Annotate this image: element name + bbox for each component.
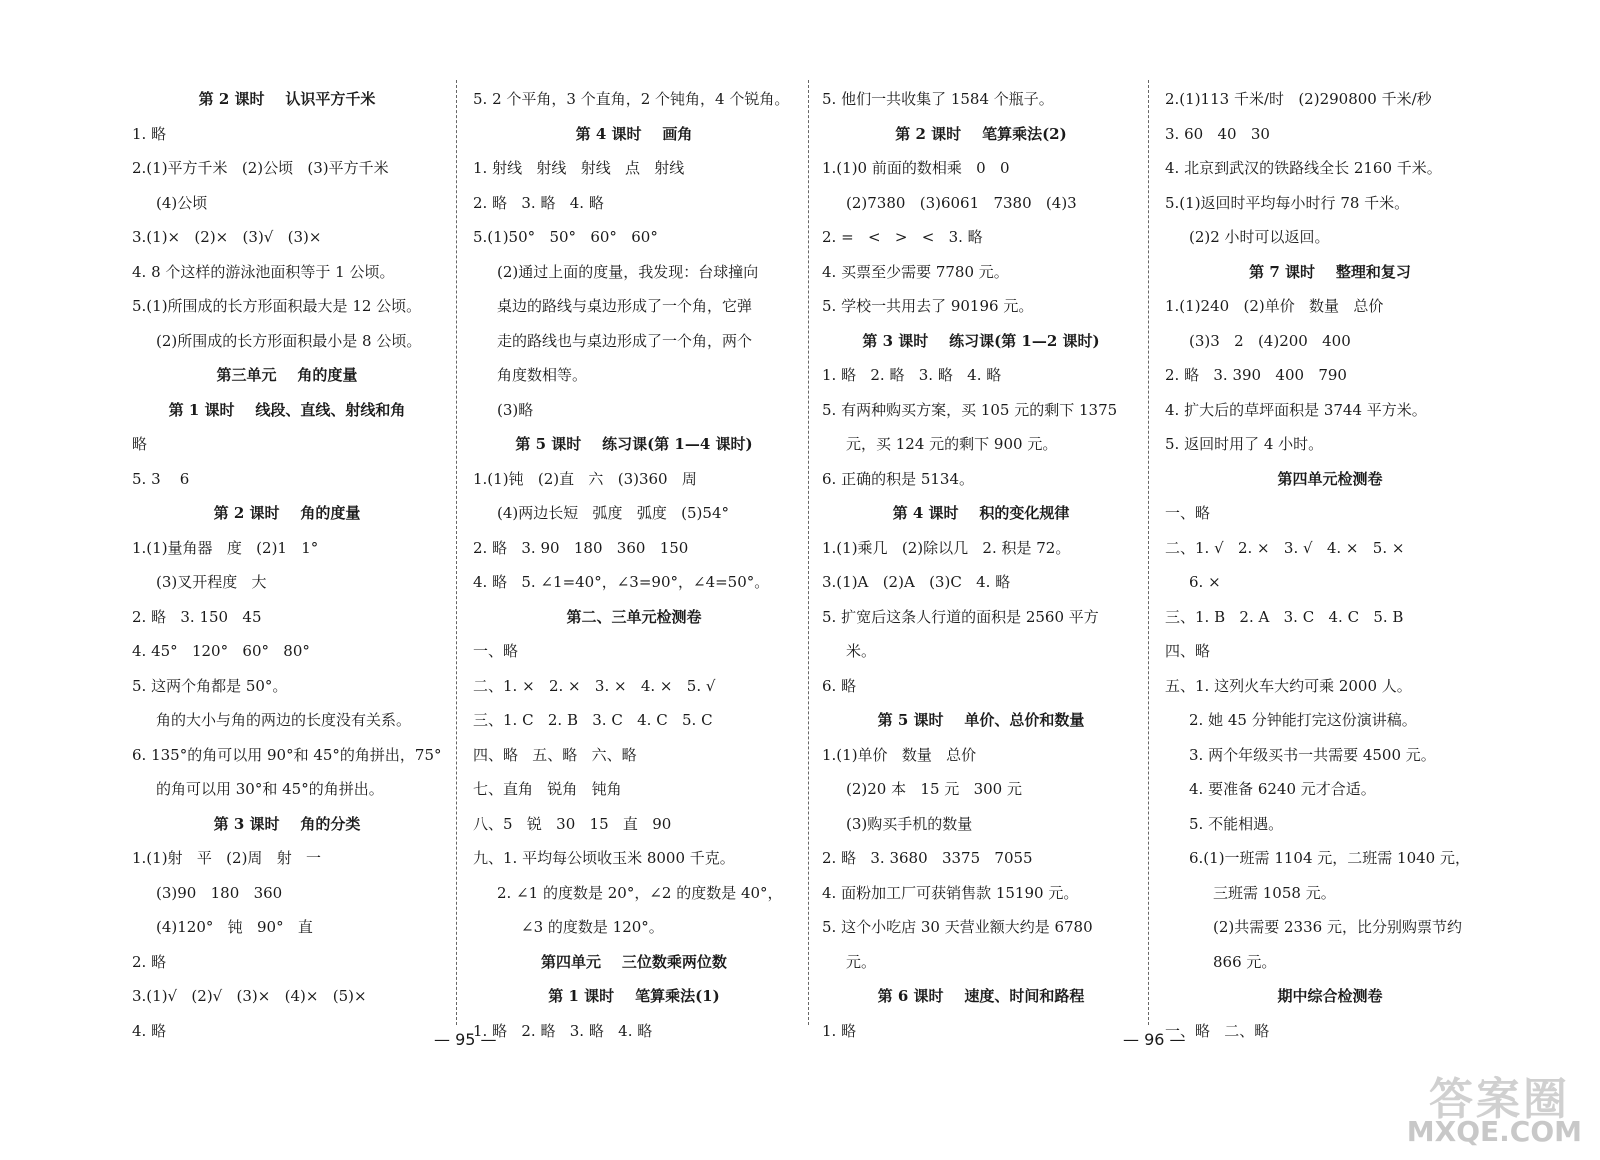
section-heading: 第 1 课时 笔算乘法(1) — [548, 987, 720, 1005]
answer-line: 的角可以用 30°和 45°的角拼出。 — [156, 780, 384, 798]
answer-line: 1.(1)240 (2)单价 数量 总价 — [1165, 297, 1384, 315]
answer-line: 4. 扩大后的草坪面积是 3744 平方米。 — [1165, 400, 1427, 419]
watermark-title: 答案圈 — [1429, 1074, 1570, 1125]
section-heading: 第 5 课时 单价、总价和数量 — [877, 711, 1085, 729]
answer-line: 4. 北京到武汉的铁路线全长 2160 千米。 — [1165, 159, 1442, 177]
answer-line: 2. 略 3. 150 45 — [132, 607, 262, 626]
answer-line: 2. 略 3. 略 4. 略 — [473, 193, 604, 212]
answer-line: (3)90 180 360 — [156, 883, 283, 902]
answer-line: 3.(1)A (2)A (3)C 4. 略 — [822, 573, 1011, 591]
answer-line: 4. 45° 120° 60° 80° — [132, 642, 310, 660]
section-heading: 第 2 课时 角的度量 — [213, 504, 361, 522]
answer-line: 九、1. 平均每公顷收玉米 8000 千克。 — [473, 849, 735, 867]
answer-line: 元，买 124 元的剩下 900 元。 — [846, 435, 1058, 453]
answer-line: 1. 略 — [132, 124, 167, 143]
watermark-url: MXQE.COM — [1406, 1115, 1582, 1148]
answer-line: 二、1. √ 2. × 3. √ 4. × 5. × — [1165, 538, 1405, 557]
column-divider — [1148, 80, 1149, 1025]
section-heading: 期中综合检测卷 — [1277, 987, 1383, 1005]
answer-line: (3)叉开程度 大 — [156, 573, 267, 591]
answer-line: (2)20 本 15 元 300 元 — [846, 780, 1022, 798]
answer-line: 2. ∠1 的度数是 20°，∠2 的度数是 40°， — [497, 883, 783, 902]
answer-line: 6. 135°的角可以用 90°和 45°的角拼出，75° — [132, 745, 442, 764]
answer-line: (2)7380 (3)6061 7380 (4)3 — [846, 193, 1077, 212]
answer-line: 5. 3 6 — [132, 469, 190, 488]
answer-line: (4)公顷 — [156, 193, 208, 212]
answer-line: 三、1. B 2. A 3. C 4. C 5. B — [1165, 607, 1404, 626]
answer-line: 一、略 二、略 — [1165, 1021, 1270, 1040]
answer-line: 4. 要准备 6240 元才合适。 — [1189, 780, 1376, 798]
answer-line: 2. 略 3. 390 400 790 — [1165, 366, 1347, 384]
answer-line: 1.(1)0 前面的数相乘 0 0 — [822, 159, 1010, 177]
answer-line: 5. 他们一共收集了 1584 个瓶子。 — [822, 90, 1054, 108]
answer-line: 三、1. C 2. B 3. C 4. C 5. C — [473, 711, 713, 729]
answer-line: 5.(1)50° 50° 60° 60° — [473, 228, 658, 246]
answer-line: 元。 — [846, 952, 877, 971]
answer-column-4 — [1165, 0, 1495, 1160]
answer-line: 一、略 — [1165, 504, 1211, 522]
answer-line: 1. 略 — [822, 1021, 857, 1040]
section-heading: 第二、三单元检测卷 — [566, 607, 702, 626]
column-divider — [456, 80, 457, 1025]
section-heading: 第四单元 三位数乘两位数 — [541, 952, 727, 971]
answer-line: 七、直角 锐角 钝角 — [473, 780, 622, 798]
answer-line: 5. 返回时用了 4 小时。 — [1165, 435, 1324, 453]
answer-line: 6. 略 — [822, 676, 857, 695]
answer-line: 866 元。 — [1213, 952, 1277, 971]
answer-line: 5. 扩宽后这条人行道的面积是 2560 平方 — [822, 607, 1099, 626]
answer-line: 3. 两个年级买书一共需要 4500 元。 — [1189, 745, 1436, 764]
answer-line: 略 — [132, 435, 148, 453]
answer-line: 四、略 五、略 六、略 — [473, 745, 637, 764]
section-heading: 第 6 课时 速度、时间和路程 — [877, 987, 1085, 1005]
answer-line: (3)略 — [497, 400, 534, 419]
section-heading: 第四单元检测卷 — [1277, 469, 1383, 488]
answer-line: 1.(1)钝 (2)直 六 (3)360 周 — [473, 469, 697, 488]
answer-line: 5. 有两种购买方案，买 105 元的剩下 1375 — [822, 400, 1118, 419]
answer-line: 4. 8 个这样的游泳池面积等于 1 公顷。 — [132, 262, 395, 281]
answer-line: 桌边的路线与桌边形成了一个角，它弹 — [497, 297, 753, 315]
answer-line: 2. 略 — [132, 952, 167, 971]
answer-line: (3)购买手机的数量 — [846, 814, 973, 833]
answer-line: (4)120° 钝 90° 直 — [156, 918, 313, 936]
section-heading: 第 7 课时 整理和复习 — [1249, 262, 1411, 281]
answer-line: 米。 — [846, 642, 877, 660]
answer-line: ∠3 的度数是 120°。 — [521, 918, 664, 936]
answer-line: 6.(1)一班需 1104 元，二班需 1040 元， — [1189, 849, 1470, 867]
answer-line: 6. × — [1189, 573, 1221, 591]
answer-line: 1. 射线 射线 射线 点 射线 — [473, 159, 685, 177]
answer-line: (2)所围成的长方形面积最小是 8 公顷。 — [156, 331, 422, 350]
answer-line: 2. 略 3. 90 180 360 150 — [473, 538, 689, 557]
answer-line: 5. 这两个角都是 50°。 — [132, 676, 288, 695]
answer-line: 5.(1)所围成的长方形面积最大是 12 公顷。 — [132, 297, 422, 315]
answer-line: 2.(1)113 千米/时 (2)290800 千米/秒 — [1165, 90, 1432, 108]
answer-line: 5. 学校一共用去了 90196 元。 — [822, 297, 1034, 315]
answer-line: 4. 买票至少需要 7780 元。 — [822, 262, 1009, 281]
answer-line: 五、1. 这列火车大约可乘 2000 人。 — [1165, 676, 1412, 695]
answer-line: 2. 略 3. 3680 3375 7055 — [822, 849, 1033, 867]
answer-line: (2)2 小时可以返回。 — [1189, 228, 1330, 246]
answer-line: 3.(1)√ (2)√ (3)× (4)× (5)× — [132, 987, 367, 1005]
answer-line: 4. 略 5. ∠1=40°，∠3=90°，∠4=50°。 — [473, 573, 770, 591]
answer-line: 1.(1)乘几 (2)除以几 2. 积是 72。 — [822, 538, 1071, 557]
answer-line: (4)两边长短 弧度 弧度 (5)54° — [497, 504, 729, 522]
answer-line: 4. 面粉加工厂可获销售款 15190 元。 — [822, 883, 1079, 902]
answer-line: 一、略 — [473, 642, 519, 660]
answer-line: 5. 不能相遇。 — [1189, 814, 1284, 833]
answer-line: 八、5 锐 30 15 直 90 — [473, 814, 672, 833]
section-heading: 第 3 课时 角的分类 — [213, 814, 361, 833]
section-heading: 第 5 课时 练习课(第 1—4 课时) — [515, 435, 753, 453]
watermark-logo — [1406, 1055, 1584, 1150]
answer-column-2 — [473, 0, 795, 1160]
section-heading: 第三单元 角的度量 — [216, 366, 358, 384]
page-number-left: — 95 — — [434, 1030, 497, 1049]
answer-line: 2. 她 45 分钟能打完这份演讲稿。 — [1189, 711, 1417, 729]
answer-line: 3.(1)× (2)× (3)√ (3)× — [132, 228, 322, 246]
answer-line: 5. 2 个平角，3 个直角，2 个钝角，4 个锐角。 — [473, 90, 790, 108]
answer-line: 5.(1)返回时平均每小时行 78 千米。 — [1165, 193, 1410, 212]
answer-line: 角的大小与角的两边的长度没有关系。 — [156, 711, 412, 729]
answer-line: 走的路线也与桌边形成了一个角，两个 — [497, 331, 753, 350]
answer-line: 4. 略 — [132, 1021, 167, 1040]
answer-line: (2)通过上面的度量，我发现：台球撞向 — [497, 262, 759, 281]
answer-line: 四、略 — [1165, 642, 1211, 660]
section-heading: 第 2 课时 认识平方千米 — [198, 90, 376, 108]
answer-line: 1.(1)量角器 度 (2)1 1° — [132, 538, 319, 557]
column-divider — [808, 80, 809, 1025]
answer-line: 三班需 1058 元。 — [1213, 883, 1336, 902]
answer-column-1 — [132, 0, 442, 1160]
section-heading: 第 1 课时 线段、直线、射线和角 — [168, 400, 406, 419]
answer-line: 二、1. × 2. × 3. × 4. × 5. √ — [473, 676, 716, 695]
page-number-right: — 96 — — [1123, 1030, 1186, 1049]
answer-line: 2.(1)平方千米 (2)公顷 (3)平方千米 — [132, 159, 389, 177]
answer-line: (2)共需要 2336 元，比分别购票节约 — [1213, 918, 1462, 936]
answer-line: (3)3 2 (4)200 400 — [1189, 331, 1351, 350]
answer-line: 2. = < > < 3. 略 — [822, 228, 983, 246]
answer-line: 5. 这个小吃店 30 天营业额大约是 6780 — [822, 918, 1093, 936]
section-heading: 第 4 课时 画角 — [575, 124, 693, 143]
section-heading: 第 4 课时 积的变化规律 — [892, 504, 1070, 522]
answer-line: 1. 略 2. 略 3. 略 4. 略 — [822, 366, 1002, 384]
answer-line: 1.(1)射 平 (2)周 射 一 — [132, 849, 322, 867]
section-heading: 第 2 课时 笔算乘法(2) — [895, 124, 1067, 143]
answer-line: 6. 正确的积是 5134。 — [822, 469, 975, 488]
answer-line: 1.(1)单价 数量 总价 — [822, 745, 977, 764]
answer-line: 3. 60 40 30 — [1165, 124, 1270, 143]
answer-column-3 — [822, 0, 1140, 1160]
section-heading: 第 3 课时 练习课(第 1—2 课时) — [862, 331, 1100, 350]
answer-line: 角度数相等。 — [497, 366, 588, 384]
answer-line: 1. 略 2. 略 3. 略 4. 略 — [473, 1021, 653, 1040]
